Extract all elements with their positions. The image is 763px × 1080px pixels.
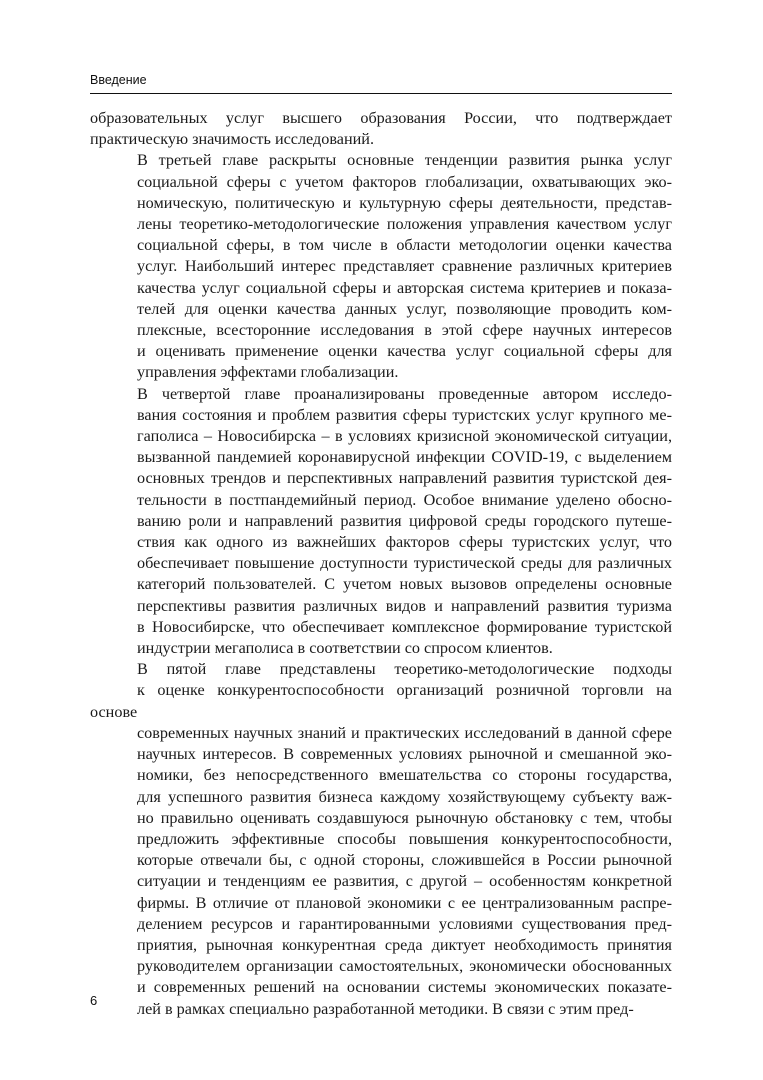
text-line: в Новосибирске, что обеспечивает комплексное формирование туристской [137, 617, 672, 636]
text-line: которые отвечали бы, с одной стороны, сложившейся в России рыночной [137, 851, 672, 870]
text-line: В четвертой главе проанализированы проведенные автором исследо- [137, 384, 672, 403]
text-line: практическую значимость исследований. [90, 130, 374, 149]
text-line: современных научных знаний и практических исследований в данной сфере [137, 723, 672, 742]
text-line: предложить эффективные способы повышения конкурентоспособности, [137, 829, 672, 848]
text-line: и оценивать применение оценки качества услуг социальной сферы для [137, 342, 672, 361]
text-line: категорий пользователей. С учетом новых вызовов определены основные [137, 575, 672, 594]
text-line: телей для оценки качества данных услуг, позволяющие проводить ком- [137, 299, 672, 318]
text-line: приятия, рыночная конкурентная среда диктует необходимость принятия [137, 935, 672, 954]
paragraph [90, 150, 672, 383]
text-line: ванию роли и направлений развития цифровой среды городского путеше- [137, 511, 672, 530]
body-text [90, 108, 672, 1020]
header-divider [90, 93, 672, 94]
text-line: номики, без непосредственного вмешательства со стороны государства, [137, 766, 672, 785]
text-line: руководителем организации самостоятельных, экономически обоснованных [137, 957, 672, 976]
text-line: фирмы. В отличие от плановой экономики с ее централизованным распре- [137, 893, 672, 912]
text-line: ситуации и тенденциям ее развития, с другой – особенностям конкретной [137, 872, 672, 891]
text-line: и современных решений на основании системы экономических показате- [137, 978, 672, 997]
text-line: качества услуг социальной сферы и авторская система критериев и показа- [137, 278, 672, 297]
text-line: социальной сферы, в том числе в области методологии оценки качества [137, 236, 672, 255]
text-line: обеспечивает повышение доступности туристической среды для различных [137, 554, 672, 573]
text-line: основных трендов и перспективных направлений развития туристской дея- [137, 469, 672, 488]
text-line: к оценке конкурентоспособности организаций розничной торговли на основе [90, 681, 672, 721]
text-line: лей в рамках специально разработанной методики. В связи с этим пред- [137, 999, 634, 1018]
running-header: Введение [90, 73, 147, 87]
text-line: социальной сферы с учетом факторов глобализации, охватывающих эко- [137, 172, 672, 191]
text-line: В пятой главе представлены теоретико-методологические подходы [137, 660, 672, 679]
text-line: лены теоретико-методологические положения управления качеством услуг [137, 215, 672, 234]
text-line: делением ресурсов и гарантированными условиями существования пред- [137, 914, 672, 933]
page-number: 6 [90, 993, 98, 1008]
paragraph [90, 659, 672, 1019]
text-line: плексные, всесторонние исследования в этой сфере научных интересов [137, 321, 672, 340]
text-line: научных интересов. В современных условиях рыночной и смешанной эко- [137, 745, 672, 764]
text-line: для успешного развития бизнеса каждому хозяйствующему субъекту важ- [137, 787, 672, 806]
text-line: номическую, политическую и культурную сферы деятельности, представ- [137, 193, 672, 212]
text-line: индустрии мегаполиса в соответствии со спросом клиентов. [137, 639, 553, 658]
text-line: вызванной пандемией коронавирусной инфекции COVID-19, с выделением [137, 448, 672, 467]
text-line: вания состояния и проблем развития сферы туристских услуг крупного ме- [137, 405, 672, 424]
text-line: гаполиса – Новосибирска – в условиях кризисной экономической ситуации, [137, 427, 672, 446]
text-line: В третьей главе раскрыты основные тенденции развития рынка услуг [137, 151, 672, 170]
text-line: перспективы развития различных видов и направлений развития туризма [137, 596, 672, 615]
text-line: тельности в постпандемийный период. Особое внимание уделено обосно- [137, 490, 672, 509]
text-line: образовательных услуг высшего образования России, что подтверждает [90, 109, 672, 127]
text-line: ствия как одного из важнейших факторов сферы туристских услуг, что [137, 533, 672, 552]
text-line: услуг. Наибольший интерес представляет сравнение различных критериев [137, 257, 672, 276]
text-line: управления эффектами глобализации. [137, 363, 399, 382]
text-line: но правильно оценивать создавшуюся рыночную обстановку с тем, чтобы [137, 808, 672, 827]
paragraph [90, 384, 672, 660]
paragraph [90, 108, 672, 150]
